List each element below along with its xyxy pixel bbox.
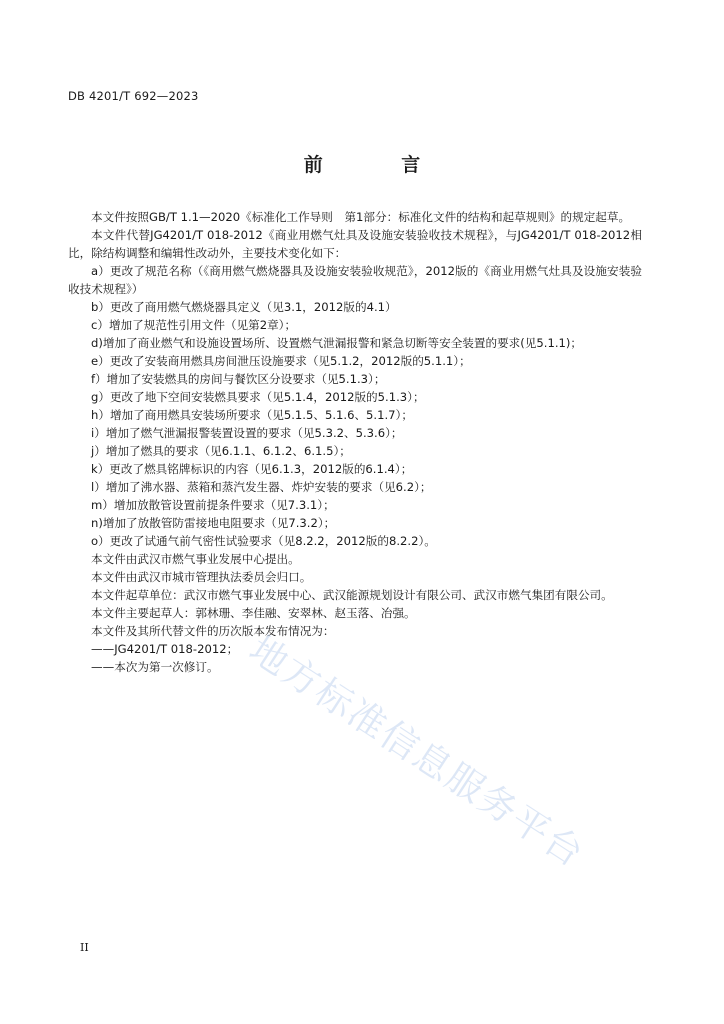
list-item: a）更改了规范名称（《商用燃气燃烧器具及设施安装验收规范》，2012版的《商业用燃气灶具及设施安装验收技术规程》）	[68, 264, 642, 296]
paragraph: 本文件起草单位：武汉市燃气事业发展中心、武汉能源规划设计有限公司、武汉市燃气集团有限公司。	[91, 588, 613, 602]
paragraph: 本文件按照GB/T 1.1—2020《标准化工作导则 第1部分：标准化文件的结构和起草规则》的规定起草。	[91, 210, 631, 224]
list-item: ——JG4201/T 018-2012；	[91, 642, 239, 656]
list-item: l）增加了沸水器、蒸箱和蒸汽发生器、炸炉安装的要求（见6.2）；	[91, 480, 432, 494]
paragraph: 本文件主要起草人：郭林珊、李佳融、安翠林、赵玉落、冶强。	[91, 606, 416, 620]
list-item: g）更改了地下空间安装燃具要求（见5.1.4，2012版的5.1.3）；	[91, 390, 425, 404]
list-item: k）更改了燃具铭牌标识的内容（见6.1.3，2012版的6.1.4）；	[91, 462, 413, 476]
list-item: n)增加了放散管防雷接地电阻要求（见7.3.2）；	[91, 516, 336, 530]
list-item: b）更改了商用燃气燃烧器具定义（见3.1，2012版的4.1）	[91, 300, 397, 314]
paragraph: 本文件代替JG4201/T 018-2012《商业用燃气灶具及设施安装验收技术规程》，与JG4201/T 018-2012相比，除结构调整和编辑性改动外，主要技术变化如下：	[68, 228, 642, 260]
watermark: 地方标准信息服务平台	[241, 627, 593, 877]
list-item: f）增加了安装燃具的房间与餐饮区分设要求（见5.1.3）；	[91, 372, 386, 386]
document-code: DB 4201/T 692—2023	[68, 89, 199, 103]
list-item: o）更改了试通气前气密性试验要求（见8.2.2，2012版的8.2.2）。	[91, 534, 436, 548]
list-item: e）更改了安装商用燃具房间泄压设施要求（见5.1.2，2012版的5.1.1）；	[91, 354, 471, 368]
list-item: c）增加了规范性引用文件（见第2章）；	[91, 318, 297, 332]
page-number: II	[80, 941, 89, 954]
paragraph: 本文件由武汉市燃气事业发展中心提出。	[91, 552, 300, 566]
list-item: m）增加放散管设置前提条件要求（见7.3.1）；	[91, 498, 335, 512]
list-item: ——本次为第一次修订。	[91, 660, 219, 674]
section-title: 前 言	[303, 154, 457, 176]
paragraph: 本文件及其所代替文件的历次版本发布情况为：	[91, 624, 335, 638]
list-item: h）增加了商用燃具安装场所要求（见5.1.5、5.1.6、5.1.7）；	[91, 408, 413, 422]
list-item: i）增加了燃气泄漏报警装置设置的要求（见5.3.2、5.3.6）；	[91, 426, 403, 440]
preface-body	[68, 208, 642, 676]
list-item: j）增加了燃具的要求（见6.1.1、6.1.2、6.1.5）；	[91, 444, 351, 458]
list-item: d)增加了商业燃气和设施设置场所、设置燃气泄漏报警和紧急切断等安全装置的要求(见5.1.1)；	[91, 336, 582, 350]
paragraph: 本文件由武汉市城市管理执法委员会归口。	[91, 570, 312, 584]
